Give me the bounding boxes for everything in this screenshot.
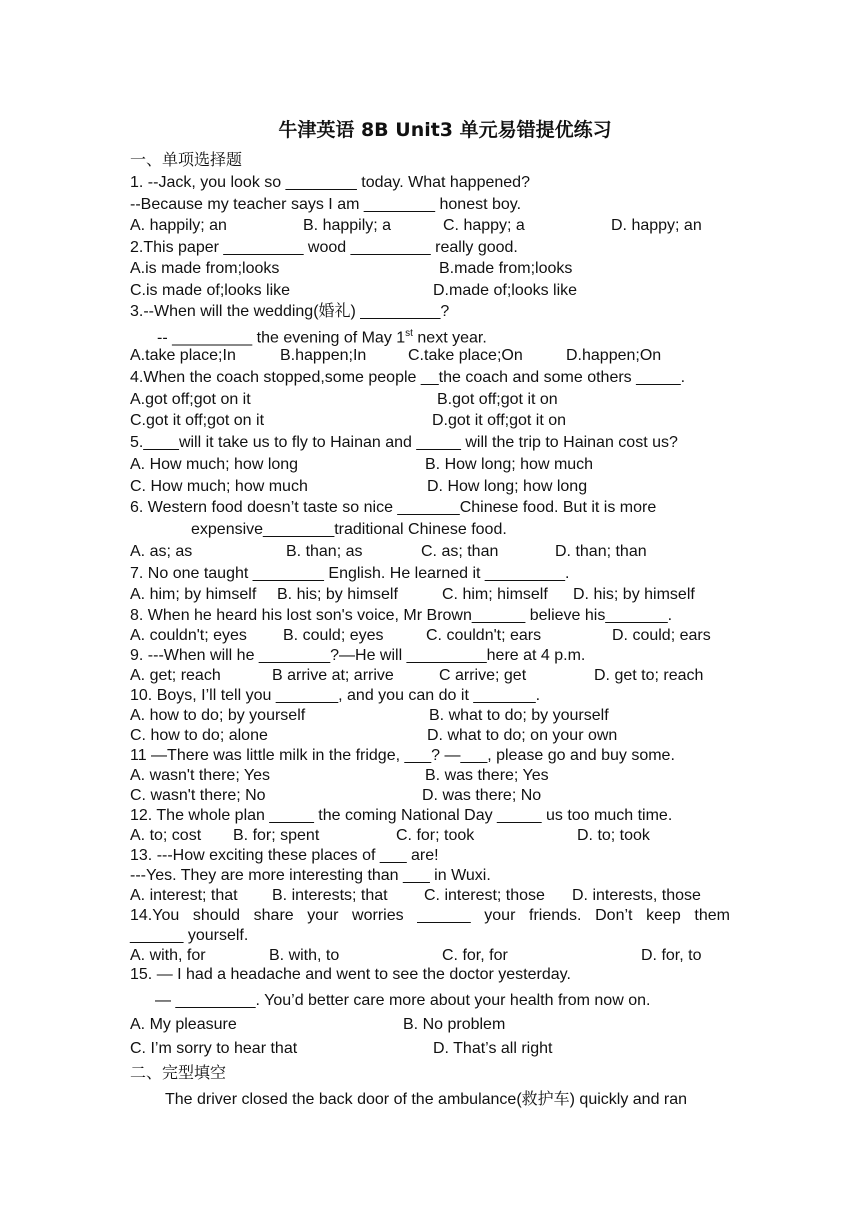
question-10-option-a: A. how to do; by yourself xyxy=(130,707,306,724)
question-15-option-c: C. I’m sorry to hear that xyxy=(130,1040,298,1057)
question-9-stem: 9. ---When will he ________?—He will _________here at 4 p.m. xyxy=(130,647,586,664)
question-6-option-b: B. than; as xyxy=(286,543,363,560)
question-3-option-a: A.take place;In xyxy=(130,347,236,364)
question-2-option-c: C.is made of;looks like xyxy=(130,282,291,299)
question-12-stem: 12. The whole plan _____ the coming National Day _____ us too much time. xyxy=(130,807,673,824)
question-7-option-d: D. his; by himself xyxy=(573,586,695,603)
question-10-option-d: D. what to do; on your own xyxy=(427,727,618,744)
question-12-option-a: A. to; cost xyxy=(130,827,202,844)
question-9-option-b: B arrive at; arrive xyxy=(272,667,394,684)
question-4-option-b: B.got off;got it on xyxy=(437,391,558,408)
question-3-option-c: C.take place;On xyxy=(408,347,523,364)
question-13-option-a: A. interest; that xyxy=(130,887,238,904)
question-12-option-b: B. for; spent xyxy=(233,827,320,844)
question-8-option-d: D. could; ears xyxy=(612,627,711,644)
question-9-option-d: D. get to; reach xyxy=(594,667,704,684)
question-3-stem: 3.--When will the wedding(婚礼) _________? xyxy=(130,303,450,320)
question-4-option-d: D.got it off;got it on xyxy=(432,412,567,429)
question-5-option-a: A. How much; how long xyxy=(130,456,299,473)
question-7-option-c: C. him; himself xyxy=(442,586,548,603)
question-2-option-d: D.made of;looks like xyxy=(433,282,578,299)
question-6-option-c: C. as; than xyxy=(421,543,499,560)
question-4-stem: 4.When the coach stopped,some people __the coach and some others _____. xyxy=(130,369,686,386)
question-10-stem: 10. Boys, I’ll tell you _______, and you can do it _______. xyxy=(130,687,541,704)
question-8-option-b: B. could; eyes xyxy=(283,627,384,644)
question-5-option-c: C. How much; how much xyxy=(130,478,308,495)
question-10-option-b: B. what to do; by yourself xyxy=(429,707,609,724)
question-1-option-d: D. happy; an xyxy=(611,217,702,234)
question-15-option-d: D. That’s all right xyxy=(433,1040,553,1057)
question-11-option-a: A. wasn't there; Yes xyxy=(130,767,271,784)
question-1-stem-reply: --Because my teacher says I am ________ honest boy. xyxy=(130,196,522,213)
question-5-stem: 5.____will it take us to fly to Hainan and _____ will the trip to Hainan cost us? xyxy=(130,434,678,451)
question-12-option-c: C. for; took xyxy=(396,827,475,844)
question-5-option-d: D. How long; how long xyxy=(427,478,588,495)
question-4-option-a: A.got off;got on it xyxy=(130,391,251,408)
section-heading-cloze: 二、完型填空 xyxy=(130,1063,227,1082)
question-15-stem: 15. — I had a headache and went to see the doctor yesterday. xyxy=(130,966,571,983)
question-8-option-c: C. couldn't; ears xyxy=(426,627,542,644)
question-14-option-c: C. for, for xyxy=(442,947,508,964)
question-14-option-b: B. with, to xyxy=(269,947,340,964)
question-6-stem-continued: expensive________traditional Chinese food. xyxy=(191,521,507,538)
question-7-option-b: B. his; by himself xyxy=(277,586,398,603)
worksheet-title: 牛津英语 8B Unit3 单元易错提优练习 xyxy=(278,119,612,141)
question-11-option-b: B. was there; Yes xyxy=(425,767,549,784)
question-5-option-b: B. How long; how much xyxy=(425,456,594,473)
question-11-option-d: D. was there; No xyxy=(422,787,542,804)
question-1-stem: 1. --Jack, you look so ________ today. What happened? xyxy=(130,174,530,191)
question-1-option-b: B. happily; a xyxy=(303,217,392,234)
question-13-stem: 13. ---How exciting these places of ___ are! xyxy=(130,847,439,864)
question-13-stem-reply: ---Yes. They are more interesting than ___ in Wuxi. xyxy=(130,867,491,884)
question-3-stem-reply: -- _________ the evening of May 1st next year. xyxy=(157,328,487,347)
question-6-option-a: A. as; as xyxy=(130,543,193,560)
question-8-option-a: A. couldn't; eyes xyxy=(130,627,247,644)
question-14-option-a: A. with, for xyxy=(130,947,206,964)
question-12-option-d: D. to; took xyxy=(577,827,650,844)
question-9-option-a: A. get; reach xyxy=(130,667,221,684)
question-3-option-d: D.happen;On xyxy=(566,347,662,364)
question-1-option-a: A. happily; an xyxy=(130,217,227,234)
cloze-passage-line-1: The driver closed the back door of the ambulance(救护车) quickly and ran xyxy=(165,1091,688,1108)
question-13-option-c: C. interest; those xyxy=(424,887,545,904)
question-3-option-b: B.happen;In xyxy=(280,347,367,364)
question-2-option-a: A.is made from;looks xyxy=(130,260,280,277)
section-heading-multiple-choice: 一、单项选择题 xyxy=(130,150,243,169)
question-2-stem: 2.This paper _________ wood _________ really good. xyxy=(130,239,518,256)
question-6-stem: 6. Western food doesn’t taste so nice _______Chinese food. But it is more xyxy=(130,499,657,516)
question-4-option-c: C.got it off;got on it xyxy=(130,412,265,429)
question-9-option-c: C arrive; get xyxy=(439,667,527,684)
question-1-option-c: C. happy; a xyxy=(443,217,525,234)
question-15-option-b: B. No problem xyxy=(403,1016,506,1033)
question-14-stem: 14.You should share your worries ______ your friends. Don’t keep them xyxy=(130,907,730,924)
question-7-option-a: A. him; by himself xyxy=(130,586,257,603)
question-2-option-b: B.made from;looks xyxy=(439,260,573,277)
question-11-stem: 11 —There was little milk in the fridge, ___? —___, please go and buy some. xyxy=(130,747,675,764)
question-10-option-c: C. how to do; alone xyxy=(130,727,268,744)
question-14-stem-continued: ______ yourself. xyxy=(130,927,249,944)
question-11-option-c: C. wasn't there; No xyxy=(130,787,266,804)
question-13-option-b: B. interests; that xyxy=(272,887,388,904)
question-6-option-d: D. than; than xyxy=(555,543,647,560)
question-15-option-a: A. My pleasure xyxy=(130,1016,237,1033)
question-14-option-d: D. for, to xyxy=(641,947,702,964)
question-13-option-d: D. interests, those xyxy=(572,887,701,904)
question-8-stem: 8. When he heard his lost son's voice, Mr Brown______ believe his_______. xyxy=(130,607,673,624)
question-15-stem-reply: — _________. You’d better care more about your health from now on. xyxy=(155,992,651,1009)
question-7-stem: 7. No one taught ________ English. He learned it _________. xyxy=(130,565,570,582)
